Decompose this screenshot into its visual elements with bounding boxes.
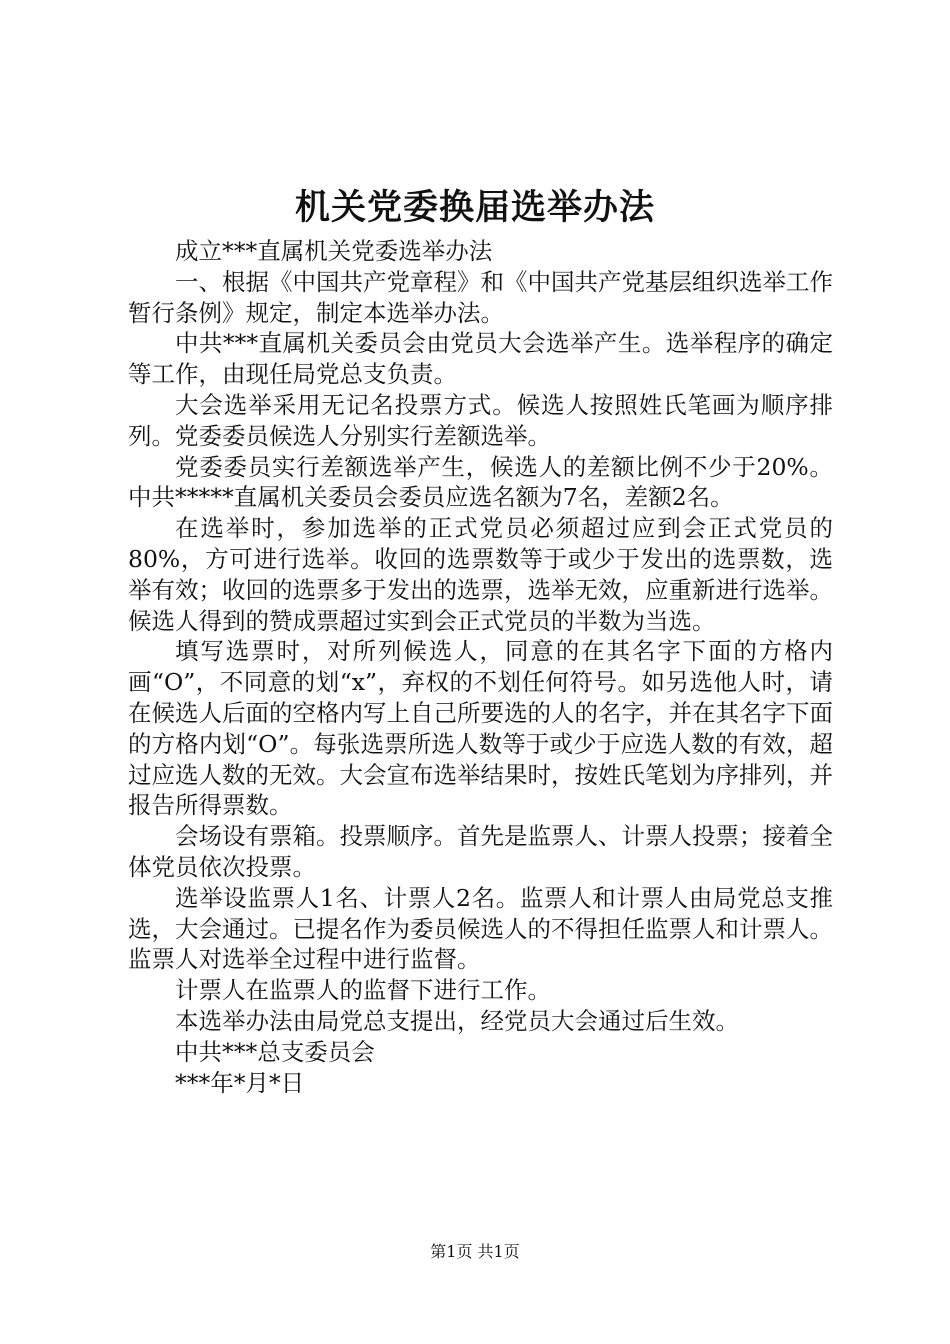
margin-ratio-paragraph: 党委委员实行差额选举产生，候选人的差额比例不少于20%。中共*****直属机关委员会委员应选名额为7名，差额2名。 <box>128 452 833 512</box>
regulation-basis-paragraph: 一、根据《中国共产党章程》和《中国共产党基层组织选举工作暂行条例》规定，制定本选举办法。 <box>128 267 833 327</box>
counter-paragraph: 计票人在监票人的监督下进行工作。 <box>175 976 551 1005</box>
document-body <box>128 236 833 1098</box>
signature-organization: 中共***总支委员会 <box>175 1037 375 1066</box>
ballot-box-paragraph: 会场设有票箱。投票顺序。首先是监票人、计票人投票；接着全体党员依次投票。 <box>128 822 833 881</box>
signature-date: ***年*月*日 <box>175 1068 305 1097</box>
page-number-footer: 第1页 共1页 <box>430 1242 520 1261</box>
scrutineer-paragraph: 选举设监票人1名、计票人2名。监票人和计票人由局党总支推选，大会通过。已提名作为委员候选人的不得担任监票人和计票人。监票人对选举全过程中进行监督。 <box>128 883 833 974</box>
intro-paragraph: 成立***直属机关党委选举办法 <box>175 237 493 265</box>
committee-election-paragraph: 中共***直属机关委员会由党员大会选举产生。选举程序的确定等工作，由现任局党总支负责。 <box>128 329 833 389</box>
validity-paragraph: 在选举时，参加选举的正式党员必须超过应到会正式党员的80%，方可进行选举。收回的选票数等于或少于发出的选票数，选举有效；收回的选票多于发出的选票，选举无效，应重新进行选举。候选人得到的赞成票超过实到会正式党员的半数为当选。 <box>128 514 833 635</box>
document-title: 机关党委换届选举办法 <box>294 188 655 228</box>
voting-method-paragraph: 大会选举采用无记名投票方式。候选人按照姓氏笔画为顺序排列。党委委员候选人分别实行差额选举。 <box>128 390 833 450</box>
ballot-filling-paragraph: 填写选票时，对所列候选人，同意的在其名字下面的方格内画“O”，不同意的划“x”，弃权的不划任何符号。如另选他人时，请在候选人后面的空格内写上自己所要选的人的名字，并在其名字下面的方格内划“O”。每张选票所选人数等于或少于应选人数的有效，超过应选人数的无效。大会宣布选举结果时，按姓氏笔划为序排列，并报告所得票数。 <box>128 637 833 820</box>
effectiveness-paragraph: 本选举办法由局党总支提出，经党员大会通过后生效。 <box>175 1006 739 1035</box>
